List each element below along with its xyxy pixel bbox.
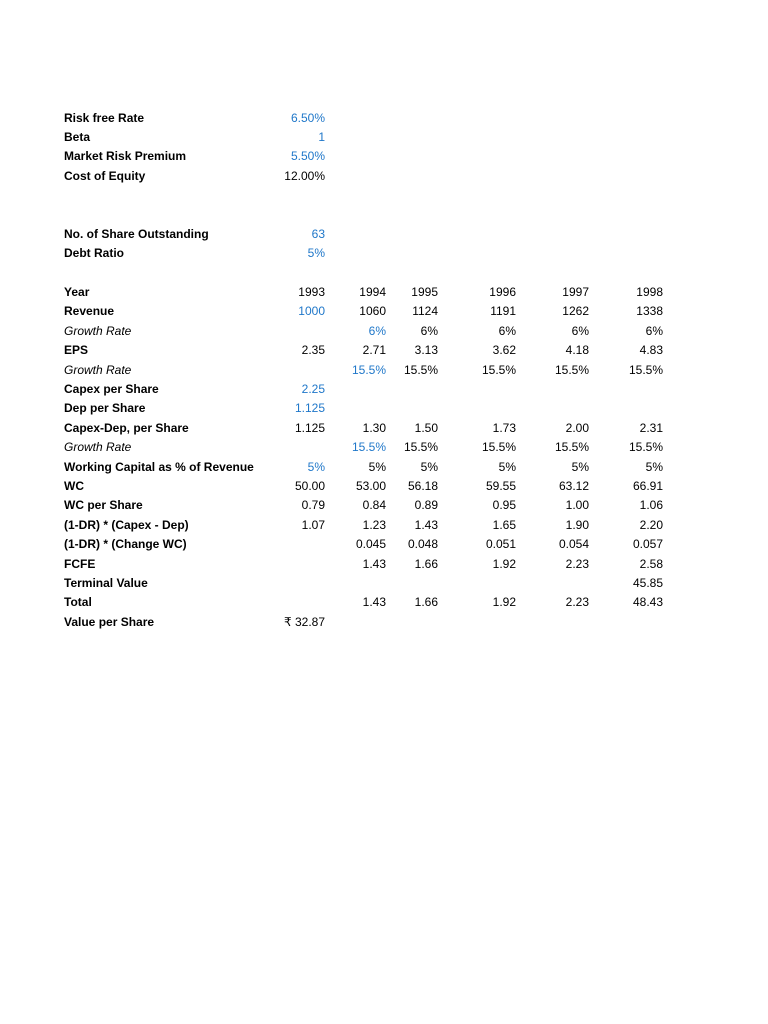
table-cell[interactable]: 15.5% (554, 440, 589, 454)
table-cell[interactable]: 2.23 (565, 595, 589, 609)
table-cell[interactable] (594, 399, 663, 418)
table-cell[interactable]: 5% (420, 460, 438, 474)
table-cell[interactable] (266, 438, 325, 457)
table-cell[interactable]: 5% (498, 460, 516, 474)
table-cell[interactable]: 1262 (562, 304, 589, 318)
table-cell[interactable]: 0.89 (414, 498, 438, 512)
table-cell[interactable] (444, 399, 516, 418)
table-cell[interactable]: 1.66 (414, 557, 438, 571)
row-label: Growth Rate (64, 324, 132, 338)
table-cell[interactable]: 2.20 (639, 518, 663, 532)
table-cell[interactable]: 15.5% (351, 363, 386, 377)
table-cell[interactable]: 1191 (490, 304, 516, 318)
table-cell[interactable]: 5% (307, 460, 325, 474)
table-cell[interactable]: 2.71 (362, 343, 386, 357)
table-cell[interactable]: 63.12 (558, 479, 589, 493)
table-cell[interactable]: 1124 (412, 304, 438, 318)
table-cell[interactable]: 2.23 (565, 557, 589, 571)
table-cell[interactable]: 15.5% (481, 363, 516, 377)
table-cell[interactable]: 53.00 (355, 479, 386, 493)
table-cell[interactable] (392, 399, 438, 418)
table-cell[interactable]: 1996 (489, 285, 516, 299)
table-cell[interactable]: 1338 (636, 304, 663, 318)
table-cell[interactable]: 2.31 (639, 421, 663, 435)
table-cell[interactable]: 5% (571, 460, 589, 474)
row-label: Year (64, 285, 90, 299)
table-cell[interactable] (392, 380, 438, 399)
table-cell[interactable]: 2.00 (565, 421, 589, 435)
table-cell[interactable]: 3.62 (492, 343, 516, 357)
table-cell[interactable]: 0.045 (355, 537, 386, 551)
table-cell[interactable]: 15.5% (628, 363, 663, 377)
table-cell[interactable] (594, 613, 663, 632)
table-cell[interactable]: 1.43 (414, 518, 438, 532)
table-cell[interactable]: 1.50 (414, 421, 438, 435)
table-cell[interactable]: 1.43 (362, 595, 386, 609)
row-label: Dep per Share (64, 401, 146, 415)
shares-label-outstanding: No. of Share Outstanding (64, 227, 209, 241)
table-cell[interactable]: 5% (368, 460, 386, 474)
table-cell[interactable] (266, 574, 325, 593)
row-label: Working Capital as % of Revenue (64, 460, 254, 474)
table-cell[interactable]: 45.85 (632, 576, 663, 590)
table-cell[interactable]: 1.92 (492, 557, 516, 571)
table-cell[interactable]: 1.125 (294, 401, 325, 415)
table-cell[interactable]: 0.95 (492, 498, 516, 512)
table-cell[interactable]: 5% (645, 460, 663, 474)
table-cell[interactable] (330, 380, 386, 399)
table-cell[interactable]: 0.84 (362, 498, 386, 512)
table-cell[interactable] (392, 574, 438, 593)
table-cell[interactable]: 2.35 (301, 343, 325, 357)
table-cell[interactable]: 15.5% (554, 363, 589, 377)
param-label-cost-of-equity: Cost of Equity (64, 169, 146, 183)
param-value-market-risk-premium[interactable]: 5.50% (290, 149, 325, 163)
table-cell[interactable]: 1060 (359, 304, 386, 318)
table-cell[interactable]: 6% (645, 324, 663, 338)
table-cell[interactable]: 59.55 (485, 479, 516, 493)
table-cell[interactable]: 1.06 (639, 498, 663, 512)
table-cell[interactable] (444, 574, 516, 593)
table-cell[interactable]: ₹ 32.87 (284, 615, 325, 629)
row-label: Terminal Value (64, 576, 148, 590)
table-cell[interactable] (594, 380, 663, 399)
table-cell[interactable]: 1.23 (362, 518, 386, 532)
table-cell[interactable]: 4.18 (565, 343, 589, 357)
table-cell[interactable]: 1.90 (565, 518, 589, 532)
table-cell[interactable]: 0.057 (632, 537, 663, 551)
param-label-risk-free-rate: Risk free Rate (64, 111, 145, 125)
row-label: Total (64, 595, 92, 609)
table-cell[interactable] (330, 574, 386, 593)
table-cell[interactable]: 56.18 (407, 479, 438, 493)
row-label: FCFE (64, 557, 96, 571)
table-cell[interactable] (266, 593, 325, 612)
table-cell[interactable]: 1993 (298, 285, 325, 299)
row-label: Growth Rate (64, 363, 132, 377)
table-cell[interactable]: 1.43 (362, 557, 386, 571)
table-cell[interactable]: 1994 (359, 285, 386, 299)
row-label: EPS (64, 343, 89, 357)
table-cell[interactable]: 4.83 (639, 343, 663, 357)
table-cell[interactable]: 15.5% (628, 440, 663, 454)
shares-value-outstanding[interactable]: 63 (311, 227, 325, 241)
row-label: WC (64, 479, 84, 493)
table-cell[interactable]: 1.65 (492, 518, 516, 532)
table-cell[interactable] (392, 613, 438, 632)
row-label: Growth Rate (64, 440, 132, 454)
param-label-market-risk-premium: Market Risk Premium (64, 149, 187, 163)
table-cell[interactable] (330, 613, 386, 632)
table-cell[interactable]: 1998 (636, 285, 663, 299)
table-cell[interactable]: 2.58 (639, 557, 663, 571)
table-cell[interactable]: 0.054 (558, 537, 589, 551)
table-cell[interactable]: 3.13 (414, 343, 438, 357)
table-cell[interactable]: 1.73 (492, 421, 516, 435)
table-cell[interactable] (330, 399, 386, 418)
table-cell[interactable]: 1.66 (414, 595, 438, 609)
table-cell[interactable] (522, 613, 589, 632)
table-cell[interactable] (444, 613, 516, 632)
table-cell[interactable] (266, 535, 325, 554)
table-cell[interactable]: 15.5% (481, 440, 516, 454)
table-cell[interactable]: 1995 (411, 285, 438, 299)
table-cell[interactable]: 1.07 (301, 518, 325, 532)
table-cell[interactable]: 6% (498, 324, 516, 338)
table-cell[interactable]: 1.92 (492, 595, 516, 609)
param-value-cost-of-equity: 12.00% (284, 169, 325, 183)
row-label: WC per Share (64, 498, 143, 512)
row-label: (1-DR) * (Change WC) (64, 537, 187, 551)
table-cell[interactable] (522, 399, 589, 418)
table-cell[interactable]: 15.5% (403, 363, 438, 377)
table-cell[interactable] (266, 361, 325, 380)
table-cell[interactable]: 15.5% (351, 440, 386, 454)
param-label-beta: Beta (64, 130, 91, 144)
table-cell[interactable]: 15.5% (403, 440, 438, 454)
table-cell[interactable]: 1.30 (362, 421, 386, 435)
table-cell[interactable] (266, 322, 325, 341)
table-cell[interactable]: 0.051 (485, 537, 516, 551)
row-label: Capex-Dep, per Share (64, 421, 189, 435)
table-cell[interactable]: 2.25 (301, 382, 325, 396)
table-cell[interactable] (522, 380, 589, 399)
row-label: (1-DR) * (Capex - Dep) (64, 518, 189, 532)
row-label: Value per Share (64, 615, 155, 629)
table-cell[interactable]: 1000 (298, 304, 325, 318)
row-label: Revenue (64, 304, 115, 318)
table-cell[interactable] (266, 555, 325, 574)
table-cell[interactable]: 48.43 (632, 595, 663, 609)
table-cell[interactable]: 1.00 (565, 498, 589, 512)
shares-value-debt-ratio[interactable]: 5% (307, 246, 325, 260)
table-cell[interactable]: 50.00 (294, 479, 325, 493)
row-label: Capex per Share (64, 382, 159, 396)
param-value-beta[interactable]: 1 (318, 130, 325, 144)
table-cell[interactable] (522, 574, 589, 593)
table-cell[interactable] (444, 380, 516, 399)
table-cell[interactable]: 1997 (562, 285, 589, 299)
table-cell[interactable]: 6% (420, 324, 438, 338)
table-cell[interactable]: 0.79 (301, 498, 325, 512)
table-cell[interactable]: 66.91 (632, 479, 663, 493)
param-value-risk-free-rate[interactable]: 6.50% (290, 111, 325, 125)
shares-label-debt-ratio: Debt Ratio (64, 246, 124, 260)
table-cell[interactable]: 6% (571, 324, 589, 338)
table-cell[interactable]: 1.125 (294, 421, 325, 435)
table-cell[interactable]: 0.048 (407, 537, 438, 551)
table-cell[interactable]: 6% (368, 324, 386, 338)
